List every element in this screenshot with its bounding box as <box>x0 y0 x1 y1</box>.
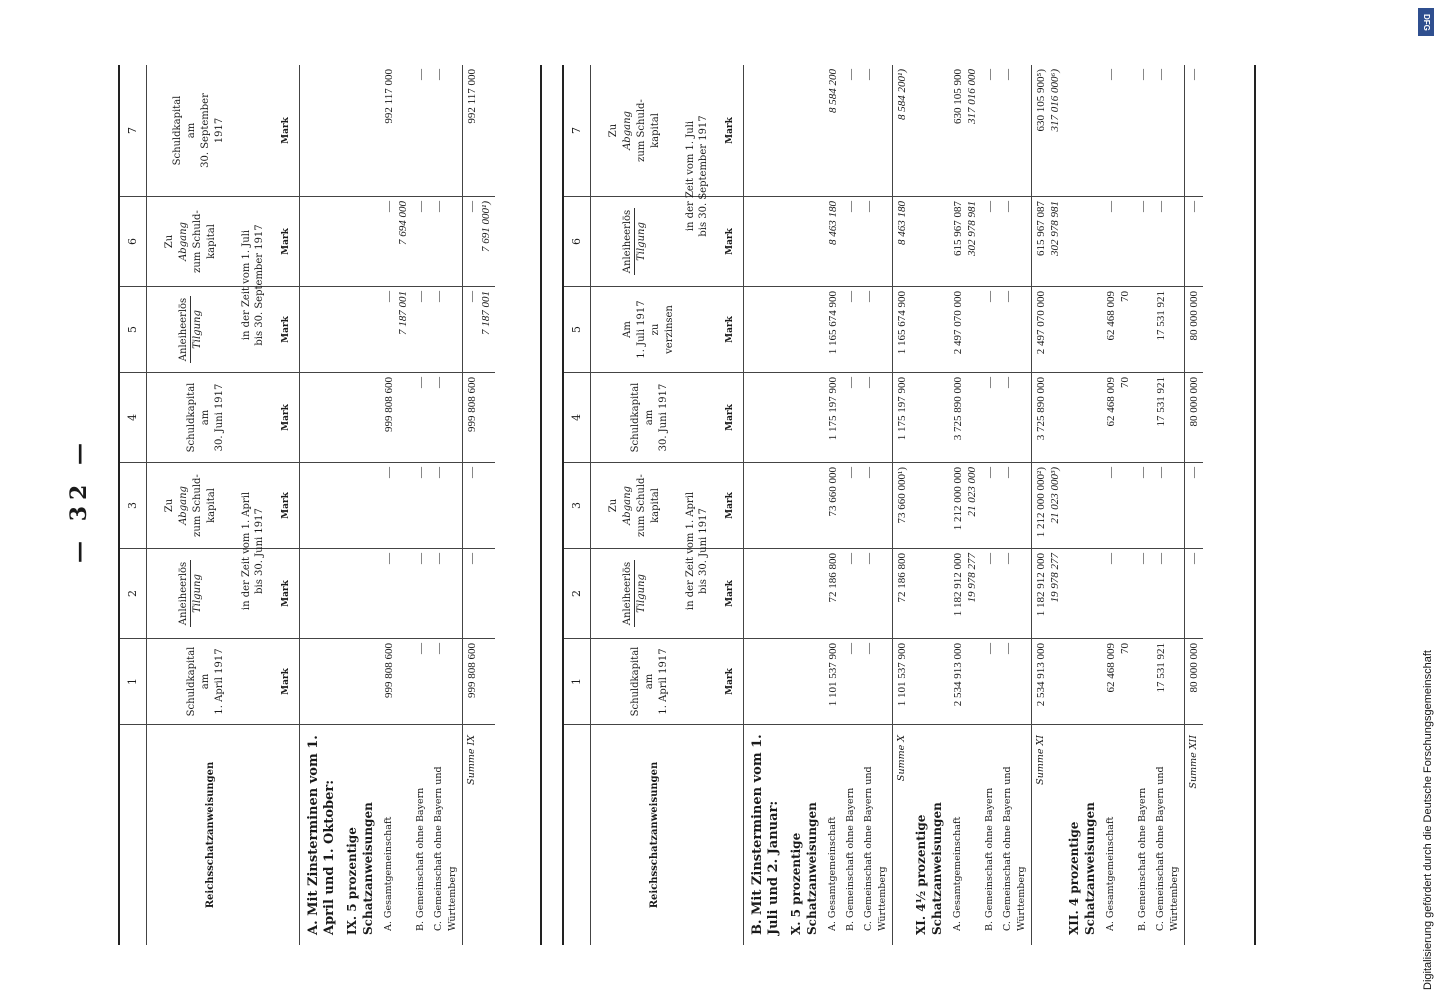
header-text: am <box>644 673 655 690</box>
unit-label: Mark <box>725 404 735 431</box>
cell-value: — <box>842 463 860 549</box>
cell-value: — <box>842 197 860 287</box>
header-text: 1. April 1917 <box>214 648 225 715</box>
row-label: B. Gemeinschaft ohne Bayern <box>1137 787 1148 931</box>
cell-value: — <box>1102 463 1134 549</box>
cell-value <box>1031 197 1064 287</box>
column-number: 1 <box>120 639 146 725</box>
row-label: A. Gesamtgemeinschaft <box>1105 816 1116 931</box>
cell-value: — <box>1134 549 1152 639</box>
cell-value: — <box>412 287 430 373</box>
cell-value: — <box>462 463 495 549</box>
header-text: Schuldkapital <box>186 382 197 453</box>
header-capital-mid <box>591 373 743 463</box>
cell-value: — <box>380 463 412 549</box>
header-text: Zu <box>608 123 619 138</box>
cell-value <box>1031 549 1064 639</box>
cell-value: — <box>430 287 462 373</box>
header-text: Schuldkapital <box>630 382 641 453</box>
sum-row <box>1031 65 1064 945</box>
stub-title: Reichsschatzanweisungen <box>649 761 660 909</box>
cell-value-line: 1 182 912 000 <box>1035 553 1047 617</box>
cell-value: — <box>430 549 462 639</box>
cell-value <box>380 197 412 287</box>
header-text: Tilgung <box>636 222 647 261</box>
cell-value: — <box>999 373 1031 463</box>
row-label: B. Gemeinschaft ohne Bayern <box>845 787 856 931</box>
unit-label: Mark <box>725 580 735 607</box>
cell-value: 1 165 674 900 <box>892 287 911 373</box>
table-row <box>380 65 412 945</box>
header-text: Schuldkapital <box>186 646 197 717</box>
cell-value: — <box>1102 549 1134 639</box>
period-label <box>684 463 710 639</box>
header-text: 30. Juni 1917 <box>658 383 669 452</box>
cell-value-line: 7 187 001 <box>480 291 492 335</box>
cell-value-line: 1 182 912 000 <box>952 553 964 617</box>
cell-value: — <box>999 549 1031 639</box>
cell-value-line: 21 023 000 <box>966 467 978 517</box>
header-text: kapital <box>206 224 217 259</box>
cell-value-line: 62 468 009 <box>1105 643 1117 693</box>
sum-row <box>462 65 495 945</box>
cell-value-line: 19 978 277 <box>1049 553 1061 603</box>
row-label: C. Gemeinschaft ohne Bayern und Württemberg <box>1155 766 1180 931</box>
cell-value-line: — <box>466 201 478 212</box>
group-heading: X. 5 prozentige Schatzanweisungen <box>789 802 819 935</box>
cell-value: — <box>412 65 430 197</box>
cell-value <box>1134 639 1152 725</box>
period-label <box>240 463 266 639</box>
cell-value: 3 725 890 000 <box>1031 373 1064 463</box>
cell-value: — <box>860 373 892 463</box>
period-text: bis 30. Juni 1917 <box>698 508 709 594</box>
sum-row <box>1184 65 1203 945</box>
group-row <box>911 65 949 945</box>
cell-value <box>380 287 412 373</box>
cell-value: 73 660 000¹) <box>892 463 911 549</box>
header-text: Tilgung <box>192 310 203 349</box>
cell-value: — <box>1152 65 1184 197</box>
table-body <box>300 65 495 945</box>
header-change-q2 <box>147 463 299 549</box>
group-heading: XII. 4 prozentige Schatzanweisungen <box>1067 802 1097 935</box>
cell-value: — <box>462 549 495 639</box>
header-text: 30. September <box>200 93 211 168</box>
cell-value: 1 175 197 900 <box>892 373 911 463</box>
cell-value-line: 615 967 087 <box>1035 201 1047 256</box>
column-number: 7 <box>120 65 146 197</box>
cell-value: — <box>1152 549 1184 639</box>
header-text: Zu <box>164 234 175 249</box>
cell-value: — <box>981 197 999 287</box>
cell-value: — <box>1184 197 1203 287</box>
period-text: in der Zeit vom 1. Juli <box>685 120 696 232</box>
cell-value: — <box>1102 65 1134 197</box>
unit-label: Mark <box>281 117 291 144</box>
header-text: Zu <box>164 498 175 513</box>
header-change-q3 <box>147 197 299 287</box>
table-body <box>744 65 1203 945</box>
header-text: zum Schuld- <box>636 474 647 537</box>
cell-value: 992 117 000 <box>462 65 495 197</box>
header-text: verzinsen <box>664 305 675 354</box>
cell-value: 8 584 200¹) <box>892 65 911 197</box>
cell-value: 17 531 921 <box>1152 287 1184 373</box>
unit-label: Mark <box>725 316 735 343</box>
header-text: am <box>200 673 211 690</box>
cell-value <box>949 549 981 639</box>
cell-value: — <box>981 373 999 463</box>
cell-value <box>1031 65 1064 197</box>
column-number: 7 <box>564 65 590 197</box>
cell-value: — <box>860 287 892 373</box>
column-number: 2 <box>564 549 590 639</box>
table-row <box>824 65 842 945</box>
cell-value: 17 531 921 <box>1152 639 1184 725</box>
cell-value: — <box>860 65 892 197</box>
cell-value: 2 497 070 000 <box>949 287 981 373</box>
period-label <box>240 197 266 373</box>
header-text: Tilgung <box>192 574 203 613</box>
cell-value: — <box>1152 197 1184 287</box>
cell-value: — <box>981 549 999 639</box>
header-text: zu <box>650 323 661 336</box>
cell-value: — <box>1184 65 1203 197</box>
cell-value-line: 70 <box>1119 377 1131 388</box>
header-text: 1. Juli 1917 <box>636 300 647 359</box>
header-text: Abgang <box>622 486 633 525</box>
cell-value: — <box>1134 65 1152 197</box>
header-proceeds-q2 <box>591 549 743 639</box>
cell-value: — <box>860 549 892 639</box>
header-change-q2 <box>591 463 743 549</box>
header-text: Anleiheerlös <box>178 561 189 626</box>
cell-value: — <box>430 65 462 197</box>
cell-value-line: 615 967 087 <box>952 201 964 256</box>
page-number: — 32 — <box>66 437 92 563</box>
table-row <box>999 65 1031 945</box>
table-row <box>1102 65 1134 945</box>
table-row <box>1152 65 1184 945</box>
section-heading: A. Mit Zinsterminen vom 1. April und 1. Oktober: <box>306 735 337 935</box>
column-number: 5 <box>564 287 590 373</box>
unit-label: Mark <box>281 492 291 519</box>
table-row <box>1134 65 1152 945</box>
header-text: Anleiheerlös <box>178 297 189 362</box>
cell-value <box>949 197 981 287</box>
row-label: B. Gemeinschaft ohne Bayern <box>984 787 995 931</box>
period-text: in der Zeit vom 1. April <box>685 491 696 611</box>
column-number-stub <box>120 725 146 945</box>
header-text: Anleiheerlös <box>622 561 633 626</box>
header-text: Zu <box>608 498 619 513</box>
header-capital-mid <box>147 373 299 463</box>
header-text: am <box>644 409 655 426</box>
column-number: 3 <box>564 463 590 549</box>
cell-value: 999 808 600 <box>380 373 412 463</box>
cell-value: — <box>981 65 999 197</box>
header-text: Tilgung <box>636 574 647 613</box>
header-capital-start <box>591 639 743 725</box>
cell-value: — <box>860 197 892 287</box>
row-label: A. Gesamtgemeinschaft <box>952 816 963 931</box>
cell-value: 72 186 800 <box>824 549 842 639</box>
period-label <box>684 65 710 287</box>
row-label: C. Gemeinschaft ohne Bayern und Württemberg <box>1002 766 1027 931</box>
cell-value-line: 630 105 900 <box>952 69 964 124</box>
header-text: kapital <box>650 113 661 148</box>
unit-label: Mark <box>281 316 291 343</box>
cell-value: — <box>999 463 1031 549</box>
cell-value-line: 70 <box>1119 643 1131 654</box>
cell-value-line: — <box>466 291 478 302</box>
cell-value <box>462 197 495 287</box>
row-label: A. Gesamtgemeinschaft <box>383 816 394 931</box>
cell-value: — <box>1134 197 1152 287</box>
cell-value-line: 19 978 277 <box>966 553 978 603</box>
cell-value: 1 175 197 900 <box>824 373 842 463</box>
cell-value: 2 534 913 000 <box>1031 639 1064 725</box>
cell-value: — <box>412 197 430 287</box>
column-number: 6 <box>564 197 590 287</box>
cell-value <box>949 463 981 549</box>
sum-label: Summe X <box>892 725 911 945</box>
cell-value: — <box>1152 463 1184 549</box>
cell-value: — <box>842 373 860 463</box>
column-header-row <box>147 65 300 945</box>
cell-value-line: 7 691 000¹) <box>480 201 492 252</box>
cell-value-line: 62 468 009 <box>1105 291 1117 341</box>
cell-value: 999 808 600 <box>462 639 495 725</box>
cell-value: 999 808 600 <box>380 639 412 725</box>
column-number: 4 <box>120 373 146 463</box>
cell-value: — <box>1184 463 1203 549</box>
cell-value <box>1102 373 1134 463</box>
unit-label: Mark <box>281 404 291 431</box>
cell-value-line: 317 016 000 <box>966 69 978 124</box>
cell-value: — <box>430 197 462 287</box>
cell-value: — <box>999 287 1031 373</box>
header-text: Abgang <box>178 486 189 525</box>
header-text: am <box>200 409 211 426</box>
cell-value: 17 531 921 <box>1152 373 1184 463</box>
group-row <box>342 65 380 945</box>
cell-value-line: 1 212 000 000²) <box>1035 467 1047 538</box>
cell-value: 80 000 000 <box>1184 639 1203 725</box>
table-row <box>860 65 892 945</box>
header-text: kapital <box>206 488 217 523</box>
unit-label: Mark <box>725 492 735 519</box>
period-text: bis 30. Juni 1917 <box>254 508 265 594</box>
cell-value: 1 101 537 900 <box>824 639 842 725</box>
column-number: 3 <box>120 463 146 549</box>
cell-value: — <box>842 65 860 197</box>
header-text: Schuldkapital <box>630 646 641 717</box>
cell-value: — <box>981 463 999 549</box>
cell-value-line: 62 468 009 <box>1105 377 1117 427</box>
table-row <box>412 65 430 945</box>
cell-value: — <box>999 639 1031 725</box>
cell-value-line: 302 978 981 <box>1049 201 1061 256</box>
cell-value-line: 317 016 000⁶) <box>1049 69 1061 132</box>
cell-value: — <box>380 549 412 639</box>
cell-value: 3 725 890 000 <box>949 373 981 463</box>
header-text: zum Schuld- <box>192 474 203 537</box>
cell-value: — <box>999 65 1031 197</box>
header-proceeds-q3 <box>591 197 743 287</box>
header-proceeds-q3 <box>147 287 299 373</box>
table-row <box>949 65 981 945</box>
group-heading: XI. 4½ prozentige Schatzanweisungen <box>914 802 944 935</box>
cell-value-line: 7 187 001 <box>397 291 409 335</box>
cell-value: 80 000 000 <box>1184 287 1203 373</box>
cell-value: — <box>412 639 430 725</box>
header-text: 30. Juni 1917 <box>214 383 225 452</box>
cell-value: — <box>412 549 430 639</box>
period-text: in der Zeit vom 1. Juli <box>241 229 252 341</box>
header-text: Am <box>622 321 633 338</box>
table-section-a <box>118 65 542 945</box>
cell-value: — <box>430 639 462 725</box>
row-label: B. Gemeinschaft ohne Bayern <box>415 787 426 931</box>
cell-value: — <box>1184 549 1203 639</box>
header-text: zum Schuld- <box>636 99 647 162</box>
cell-value-line: 21 023 000³) <box>1049 467 1061 524</box>
unit-label: Mark <box>281 668 291 695</box>
header-text: 1917 <box>214 117 225 144</box>
cell-value: — <box>981 639 999 725</box>
cell-value: — <box>430 463 462 549</box>
unit-label: Mark <box>725 668 735 695</box>
dfg-logo: DFG <box>1418 8 1434 36</box>
cell-value <box>949 65 981 197</box>
cell-value-line: 1 212 000 000 <box>952 467 964 531</box>
cell-value <box>1031 463 1064 549</box>
cell-value <box>462 287 495 373</box>
column-number-row <box>564 65 591 945</box>
cell-value <box>1102 287 1134 373</box>
header-text: 1. April 1917 <box>658 648 669 715</box>
column-number: 1 <box>564 639 590 725</box>
cell-value: 8 584 200 <box>824 65 842 197</box>
row-label: A. Gesamtgemeinschaft <box>827 816 838 931</box>
period-text: bis 30. September 1917 <box>254 224 265 346</box>
unit-label: Mark <box>725 117 735 144</box>
table-row <box>430 65 462 945</box>
table-row <box>842 65 860 945</box>
cell-value: 72 186 800 <box>892 549 911 639</box>
section-row <box>300 65 342 945</box>
header-text: kapital <box>650 488 661 523</box>
header-text: Schuldkapital <box>172 95 183 166</box>
period-text: in der Zeit vom 1. April <box>241 491 252 611</box>
cell-value: 1 101 537 900 <box>892 639 911 725</box>
header-capital-end <box>147 65 299 197</box>
unit-label: Mark <box>281 228 291 255</box>
cell-value <box>1102 639 1134 725</box>
header-text: Abgang <box>622 111 633 150</box>
header-interest-base <box>591 287 743 373</box>
cell-value-line: 630 105 900⁵) <box>1035 69 1047 132</box>
cell-value: 2 534 913 000 <box>949 639 981 725</box>
cell-value-line: 7 694 000 <box>397 201 409 245</box>
header-change-q3 <box>591 65 743 197</box>
cell-value: 8 463 180 <box>824 197 842 287</box>
cell-value: — <box>412 463 430 549</box>
period-text: bis 30. September 1917 <box>698 115 709 237</box>
sum-row <box>892 65 911 945</box>
section-row <box>744 65 786 945</box>
header-text: zum Schuld- <box>192 210 203 273</box>
cell-value-line: — <box>383 201 395 212</box>
cell-value: 2 497 070 000 <box>1031 287 1064 373</box>
sum-label: Summe IX <box>462 725 495 945</box>
cell-value: — <box>842 549 860 639</box>
cell-value: — <box>842 287 860 373</box>
cell-value: — <box>981 287 999 373</box>
column-number-stub <box>564 725 590 945</box>
cell-value: — <box>412 373 430 463</box>
section-heading: B. Mit Zinsterminen vom 1. Juli und 2. Januar: <box>750 734 781 935</box>
cell-value: — <box>430 373 462 463</box>
column-number: 2 <box>120 549 146 639</box>
group-heading: IX. 5 prozentige Schatzanweisungen <box>345 802 375 935</box>
cell-value <box>1134 373 1152 463</box>
cell-value: — <box>999 197 1031 287</box>
header-proceeds-q2 <box>147 549 299 639</box>
group-row <box>786 65 824 945</box>
cell-value-line: 70 <box>1119 291 1131 302</box>
column-number-row <box>120 65 147 945</box>
cell-value: — <box>860 639 892 725</box>
cell-value: — <box>860 463 892 549</box>
column-number: 4 <box>564 373 590 463</box>
header-text: Abgang <box>178 222 189 261</box>
cell-value: 999 808 600 <box>462 373 495 463</box>
column-number: 5 <box>120 287 146 373</box>
row-label: C. Gemeinschaft ohne Bayern und Württemberg <box>863 766 888 931</box>
header-text: am <box>186 122 197 139</box>
unit-label: Mark <box>725 228 735 255</box>
unit-label: Mark <box>281 580 291 607</box>
cell-value: 80 000 000 <box>1184 373 1203 463</box>
cell-value: — <box>842 639 860 725</box>
cell-value: 8 463 180 <box>892 197 911 287</box>
cell-value: 73 660 000 <box>824 463 842 549</box>
sum-label: Summe XI <box>1031 725 1064 945</box>
row-label: C. Gemeinschaft ohne Bayern und Württemberg <box>433 766 458 931</box>
cell-value: 992 117 000 <box>380 65 412 197</box>
digitization-credit: Digitalisierung gefördert durch die Deutsche Forschungsgemeinschaft <box>1422 650 1434 990</box>
group-row <box>1064 65 1102 945</box>
column-number: 6 <box>120 197 146 287</box>
cell-value: 1 165 674 900 <box>824 287 842 373</box>
table-row <box>981 65 999 945</box>
table-section-b <box>562 65 1256 945</box>
cell-value: — <box>1134 463 1152 549</box>
stub-title: Reichsschatzanweisungen <box>205 761 216 909</box>
cell-value-line: 302 978 981 <box>966 201 978 256</box>
cell-value <box>1134 287 1152 373</box>
column-header-row <box>591 65 744 945</box>
header-capital-start <box>147 639 299 725</box>
cell-value: — <box>1102 197 1134 287</box>
sum-label: Summe XII <box>1184 725 1203 945</box>
cell-value-line: — <box>383 291 395 302</box>
header-text: Anleiheerlös <box>622 209 633 274</box>
